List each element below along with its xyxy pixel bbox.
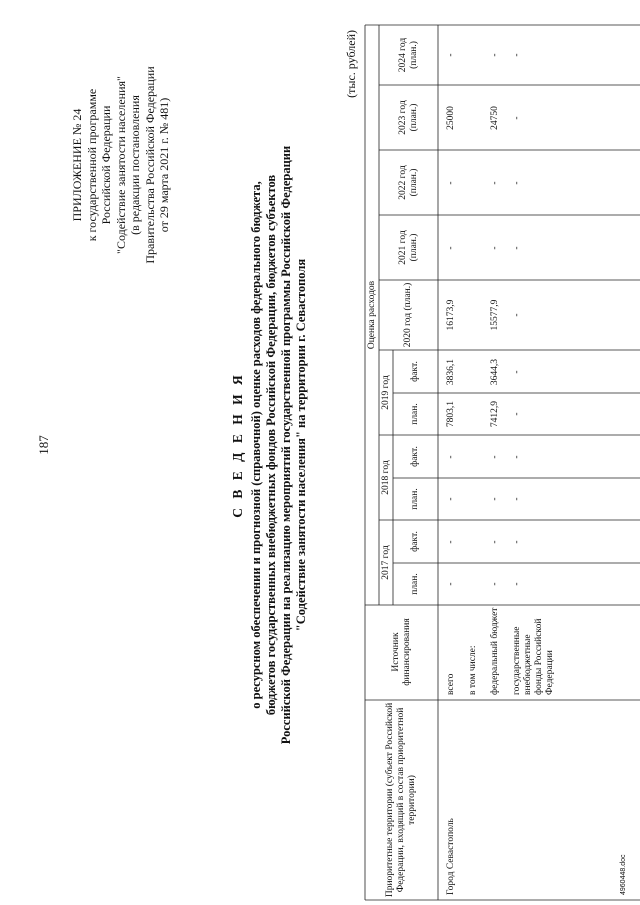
appendix-line: Правительства Российской Федерации [142,66,157,264]
cell-value: - [490,53,500,57]
cell-value: - [512,53,522,57]
header-fact: факт. [410,446,420,467]
cell-value: - [512,181,522,185]
cell-value: - [446,455,456,459]
cell-value: - [446,582,456,586]
cell-value: - [512,116,522,120]
footer-doc-id: 4960448.doc [620,854,627,895]
cell-value: - [446,53,456,57]
row-label-federal: федеральный бюджет [490,607,500,695]
cell-value: - [446,181,456,185]
cell-value: 3836,1 [446,358,456,386]
cell-value: - [512,246,522,250]
appendix-line: к государственной программе [84,88,99,242]
header-territory: Приоритетные территории (субъект Российской Федерации, входящий в состав приоритетной территории) [385,702,417,898]
title-line: "Содействие занятости населения" на территории г. Севастополя [294,258,308,632]
cell-value: - [512,370,522,374]
header-plan: план. [410,573,420,595]
header-fact: факт. [410,531,420,552]
cell-value: - [446,540,456,544]
header-2020: 2020 год (план.) [403,282,413,348]
row-label-including: в том числе: [468,645,478,695]
header-2018: 2018 год [380,460,391,495]
cell-value: - [490,497,500,501]
appendix-line: (в редакции постановления [128,95,142,235]
appendix-line: ПРИЛОЖЕНИЕ № 24 [70,108,84,222]
row-label-funds: государственные внебюджетные фонды Российской Федерации [512,618,555,695]
cell-value: 16173,9 [446,299,456,331]
appendix-line: "Содействие занятости населения" [113,76,128,254]
header-source: Источник финансирования [390,618,412,686]
header-2019: 2019 год [380,375,391,410]
cell-value: 3644,3 [490,358,500,386]
header-plan: план. [410,488,420,510]
title-line: Российской Федерации на реализацию мероприятий государственной программы Российской Федерации [279,145,293,745]
header-2021: 2021 год (план.) [397,230,419,265]
cell-value: - [512,497,522,501]
appendix-line: от 29 марта 2021 г. № 481) [157,97,171,233]
cell-value: 7412,9 [490,400,500,428]
cell-value: - [490,455,500,459]
header-fact: факт. [410,361,420,382]
header-2023: 2023 год (план.) [397,100,419,135]
title-line: о ресурсном обеспечении и прогнозной (справочной) оценке расходов федерального бюджета, [249,181,263,709]
cell-value: - [446,246,456,250]
header-estimate: Оценка расходов [366,280,377,350]
title-heading: С В Е Д Е Н И Я [230,372,245,518]
cell-value: - [512,455,522,459]
cell-value: 25000 [446,106,456,130]
header-2024: 2024 год (план.) [397,37,419,73]
row-label-total: всего [446,673,456,695]
cell-value: 15577,9 [490,299,500,331]
header-plan: план. [410,403,420,425]
cell-value: - [512,313,522,317]
cell-value: - [446,497,456,501]
header-2022: 2022 год (план.) [397,165,419,200]
cell-value: - [490,181,500,185]
title-line: бюджетов государственных внебюджетных фондов Российской Федерации, бюджетов субъектов [264,174,278,716]
units-label: (тыс. рублей) [344,30,358,98]
cell-value: 24750 [490,106,500,130]
territory-value: Город Севастополь [446,818,456,895]
appendix-line: Российской Федерации [99,105,113,225]
page-number: 187 [36,435,51,455]
cell-value: - [490,246,500,250]
cell-value: - [490,540,500,544]
cell-value: - [512,412,522,416]
cell-value: - [512,582,522,586]
header-2017: 2017 год [380,545,391,580]
cell-value: - [512,540,522,544]
cell-value: - [490,582,500,586]
cell-value: 7803,1 [446,400,456,428]
